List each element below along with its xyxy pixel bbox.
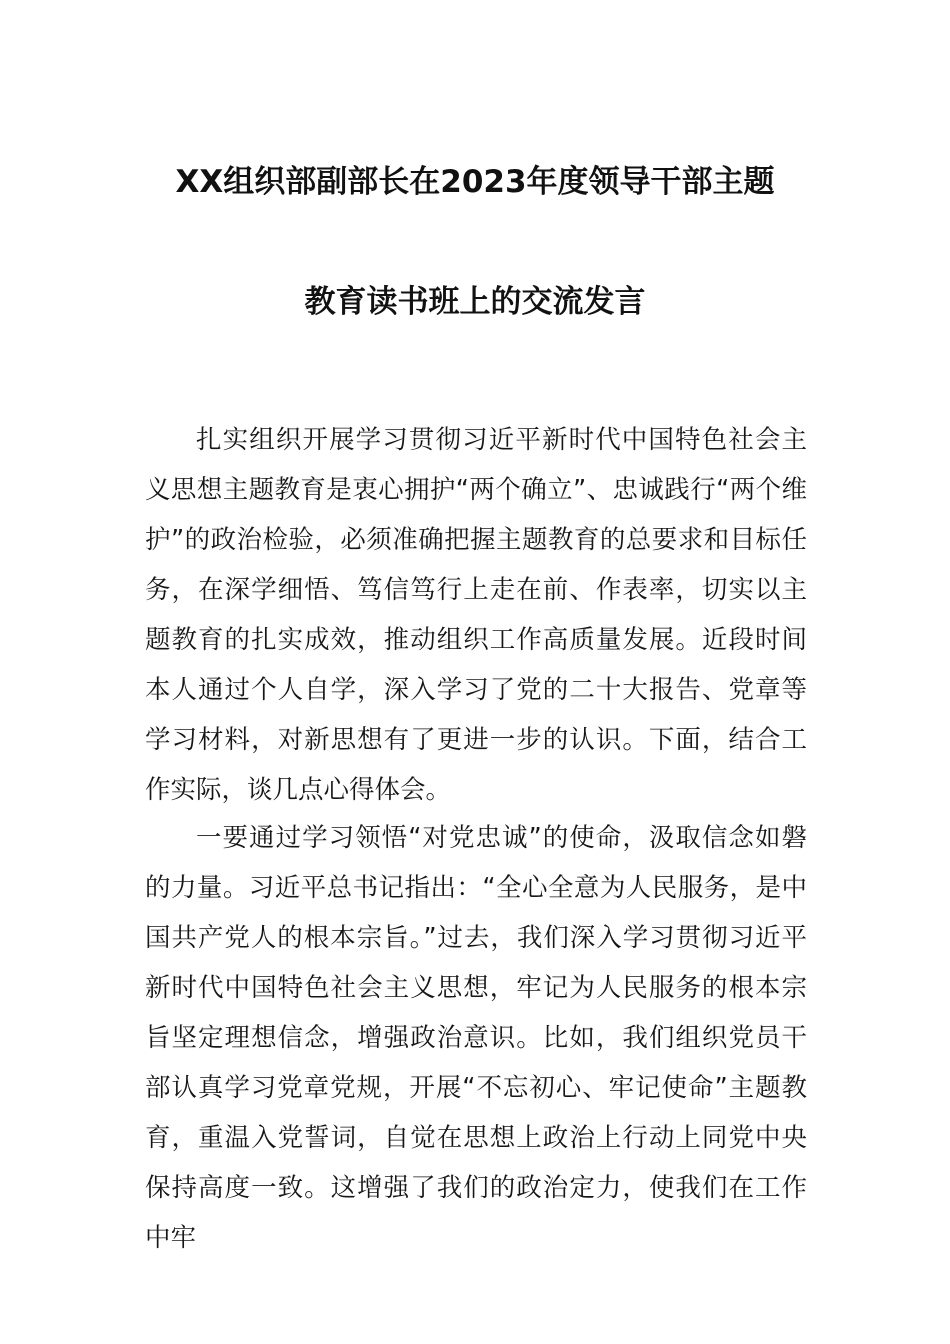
body-paragraph-2-container: [145, 813, 807, 1263]
document-title-line-2: 教育读书班上的交流发言: [304, 284, 646, 320]
body-paragraph-1-container: [145, 415, 807, 815]
body-paragraph: 扎实组织开展学习贯彻习近平新时代中国特色社会主义思想主题教育是衷心拥护“两个确立”、忠诚践行“两个维护”的政治检验，必须准确把握主题教育的总要求和目标任务，在深学细悟、笃信笃行上走在前、作表率，切实以主题教育的扎实成效，推动组织工作高质量发展。近段时间本人通过个人自学，深入学习了党的二十大报告、党章等学习材料，对新思想有了更进一步的认识。下面，结合工作实际，谈几点心得体会。: [145, 425, 807, 805]
body-paragraph: 一要通过学习领悟“对党忠诚”的使命，汲取信念如磐的力量。习近平总书记指出：“全心全意为人民服务，是中国共产党人的根本宗旨。”过去，我们深入学习贯彻习近平新时代中国特色社会主义思想，牢记为人民服务的根本宗旨坚定理想信念，增强政治意识。比如，我们组织党员干部认真学习党章党规，开展“不忘初心、牢记使命”主题教育，重温入党誓词，自觉在思想上政治上行动上同党中央保持高度一致。这增强了我们的政治定力，使我们在工作中牢: [145, 823, 807, 1253]
document-title-line-1: XX组织部副部长在2023年度领导干部主题: [175, 164, 775, 200]
